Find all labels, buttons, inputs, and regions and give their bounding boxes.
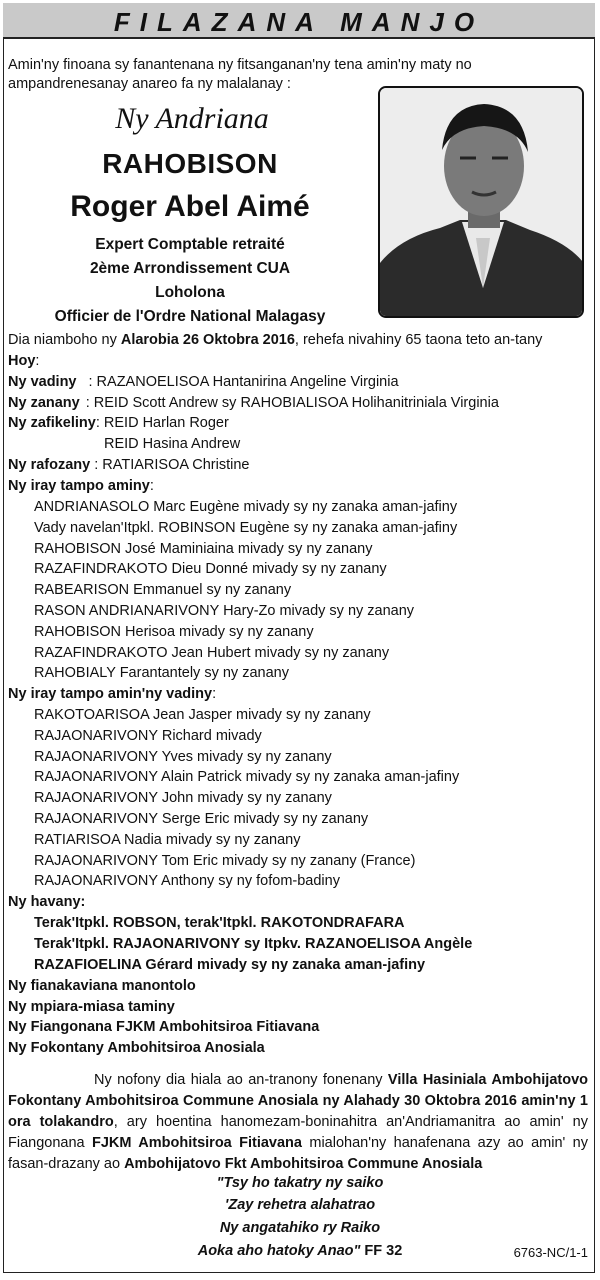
other-mourner: Ny Fiangonana FJKM Ambohitsiroa Fitiavana xyxy=(8,1019,320,1035)
list-item: Terak'Itpkl. ROBSON, terak'Itpkl. RAKOTONDRAFARA xyxy=(34,915,405,931)
list-item: RAJAONARIVONY Anthony sy ny fofom-badiny xyxy=(34,873,340,889)
quote-line: "Tsy ho takatry ny saiko xyxy=(216,1175,384,1191)
rafozany-line: Ny rafozany : RATIARISOA Christine xyxy=(8,457,250,473)
list-item: RASON ANDRIANARIVONY Hary-Zo mivady sy ny zanany xyxy=(34,603,415,619)
list-item: Vady navelan'Itpkl. ROBINSON Eugène sy ny zanaka aman-jafiny xyxy=(34,520,458,536)
death-date: Alarobia 26 Oktobra 2016 xyxy=(120,332,295,348)
vady-line xyxy=(8,373,399,391)
quote-line: Aoka aho hatoky Anao" xyxy=(197,1243,361,1259)
list-item: RABEARISON Emmanuel sy ny zanany xyxy=(34,582,292,598)
tampo-aminy-heading: Ny iray tampo aminy: xyxy=(8,478,154,494)
zanany-label: Ny zanany xyxy=(8,395,80,411)
banner xyxy=(3,3,595,39)
list-item: RAHOBIALY Farantantely sy ny zanany xyxy=(34,665,289,681)
other-mourner: Ny Fokontany Ambohitsiroa Anosiala xyxy=(8,1040,265,1056)
rafozany-value: RATIARISOA Christine xyxy=(102,457,250,473)
rafozany-label: Ny rafozany xyxy=(8,457,91,473)
zanany-line xyxy=(8,394,499,412)
zafikeliny-line: Ny zafikeliny: REID Harlan Roger xyxy=(8,415,229,431)
banner-title: FILAZANA MANJO xyxy=(113,7,485,37)
other-mourner: Ny mpiara-miasa taminy xyxy=(8,999,175,1015)
quote-line: Ny angatahiko ry Raiko xyxy=(219,1220,381,1236)
list-item: RATIARISOA Nadia mivady sy ny zanany xyxy=(34,832,301,848)
tampo-vadiny-label: Ny iray tampo amin'ny vadiny xyxy=(8,686,213,702)
role-line: Expert Comptable retraité xyxy=(95,236,285,253)
list-item: RAKOTOARISOA Jean Jasper mivady sy ny zanany xyxy=(34,707,371,723)
havany-label: Ny havany: xyxy=(8,894,86,910)
list-item: RAJAONARIVONY John mivady sy ny zanany xyxy=(34,790,332,806)
list-item: ANDRIANASOLO Marc Eugène mivady sy ny zanaka aman-jafiny xyxy=(34,499,458,515)
surname: RAHOBISON xyxy=(102,148,278,179)
funeral-place-time: Villa Hasiniala Ambohijatovo Fokontany Ambohitsiroa Commune Anosiala ny Alahady 30 Oktobra 2016 amin'ny 1 ora tolakandro xyxy=(8,1072,588,1130)
role-line: Officier de l'Ordre National Malagasy xyxy=(54,308,326,325)
death-line xyxy=(8,331,542,349)
funeral-burial-place: Ambohijatovo Fkt Ambohitsiroa Commune Anosiala xyxy=(124,1156,483,1172)
list-item: RAJAONARIVONY Alain Patrick mivady sy ny zanaka aman-jafiny xyxy=(34,769,460,785)
role-line: 2ème Arrondissement CUA xyxy=(89,260,291,277)
list-item: RAZAFINDRAKOTO Dieu Donné mivady sy ny zanany xyxy=(34,561,387,577)
intro-text: Amin'ny finoana sy fanantenana ny fitsanganan'ny tena amin'ny maty no ampandrenesanay anareo fa ny malalanay : xyxy=(8,57,472,92)
vady-label: Ny vadiny xyxy=(8,374,77,390)
list-item: RAHOBISON José Maminiaina mivady sy ny zanany xyxy=(34,541,373,557)
other-mourner: Ny fianakaviana manontolo xyxy=(8,978,196,994)
given-names: Roger Abel Aimé xyxy=(70,190,310,223)
list-item: RAJAONARIVONY Richard mivady xyxy=(34,728,262,744)
honorific: Ny Andriana xyxy=(115,102,269,135)
zanany-value: : REID Scott Andrew sy RAHOBIALISOA Holihanitriniala Virginia xyxy=(85,395,499,411)
quote-reference: FF 32 xyxy=(360,1243,403,1259)
hoy-text: Hoy xyxy=(8,353,36,369)
portrait-photo xyxy=(378,86,584,318)
notice-reference: 6763-NC/1-1 xyxy=(513,1245,588,1260)
zafikeliny-value: REID Hasina Andrew xyxy=(104,436,241,452)
list-item: RAZAFIOELINA Gérard mivady sy ny zanaka aman-jafiny xyxy=(34,957,426,973)
zafikeliny-value: REID Harlan Roger xyxy=(103,415,229,431)
funeral-text: , ary hoentina hanomezam-boninahitra an'Andriamanitra ao amin' ny Fiangonana xyxy=(8,1114,588,1151)
list-item: RAJAONARIVONY Tom Eric mivady sy ny zanany (France) xyxy=(34,853,416,869)
list-item: RAHOBISON Herisoa mivady sy ny zanany xyxy=(34,624,314,640)
quote-last-line xyxy=(0,1243,600,1259)
tampo-vadiny-heading: Ny iray tampo amin'ny vadiny: xyxy=(8,686,217,702)
hoy-label: Hoy: xyxy=(8,353,40,369)
list-item: RAJAONARIVONY Yves mivady sy ny zanany xyxy=(34,749,332,765)
funeral-text: Ny nofony dia hiala ao an-tranony fonenany xyxy=(94,1072,388,1088)
funeral-paragraph xyxy=(8,1070,588,1175)
vady-value: : RAZANOELISOA Hantanirina Angeline Virginia xyxy=(88,374,399,390)
list-item: Terak'Itpkl. RAJAONARIVONY sy Itpkv. RAZANOELISOA Angèle xyxy=(34,936,473,952)
list-item: RAZAFINDRAKOTO Jean Hubert mivady sy ny zanany xyxy=(34,645,390,661)
portrait-image xyxy=(380,88,584,318)
zafikeliny-label: Ny zafikeliny xyxy=(8,415,96,431)
death-suffix: , rehefa nivahiny 65 taona teto an-tany xyxy=(294,332,543,348)
role-line: Loholona xyxy=(155,284,225,301)
list-item: RAJAONARIVONY Serge Eric mivady sy ny zanany xyxy=(34,811,369,827)
funeral-text: mialohan'ny hanafenana azy ao amin' ny fasan-drazany ao xyxy=(8,1135,588,1172)
quote-line: 'Zay rehetra alahatrao xyxy=(224,1197,376,1213)
tampo-aminy-label: Ny iray tampo aminy xyxy=(8,478,150,494)
death-prefix: Dia niamboho ny xyxy=(8,332,121,348)
funeral-church: FJKM Ambohitsiroa Fitiavana xyxy=(91,1135,302,1151)
